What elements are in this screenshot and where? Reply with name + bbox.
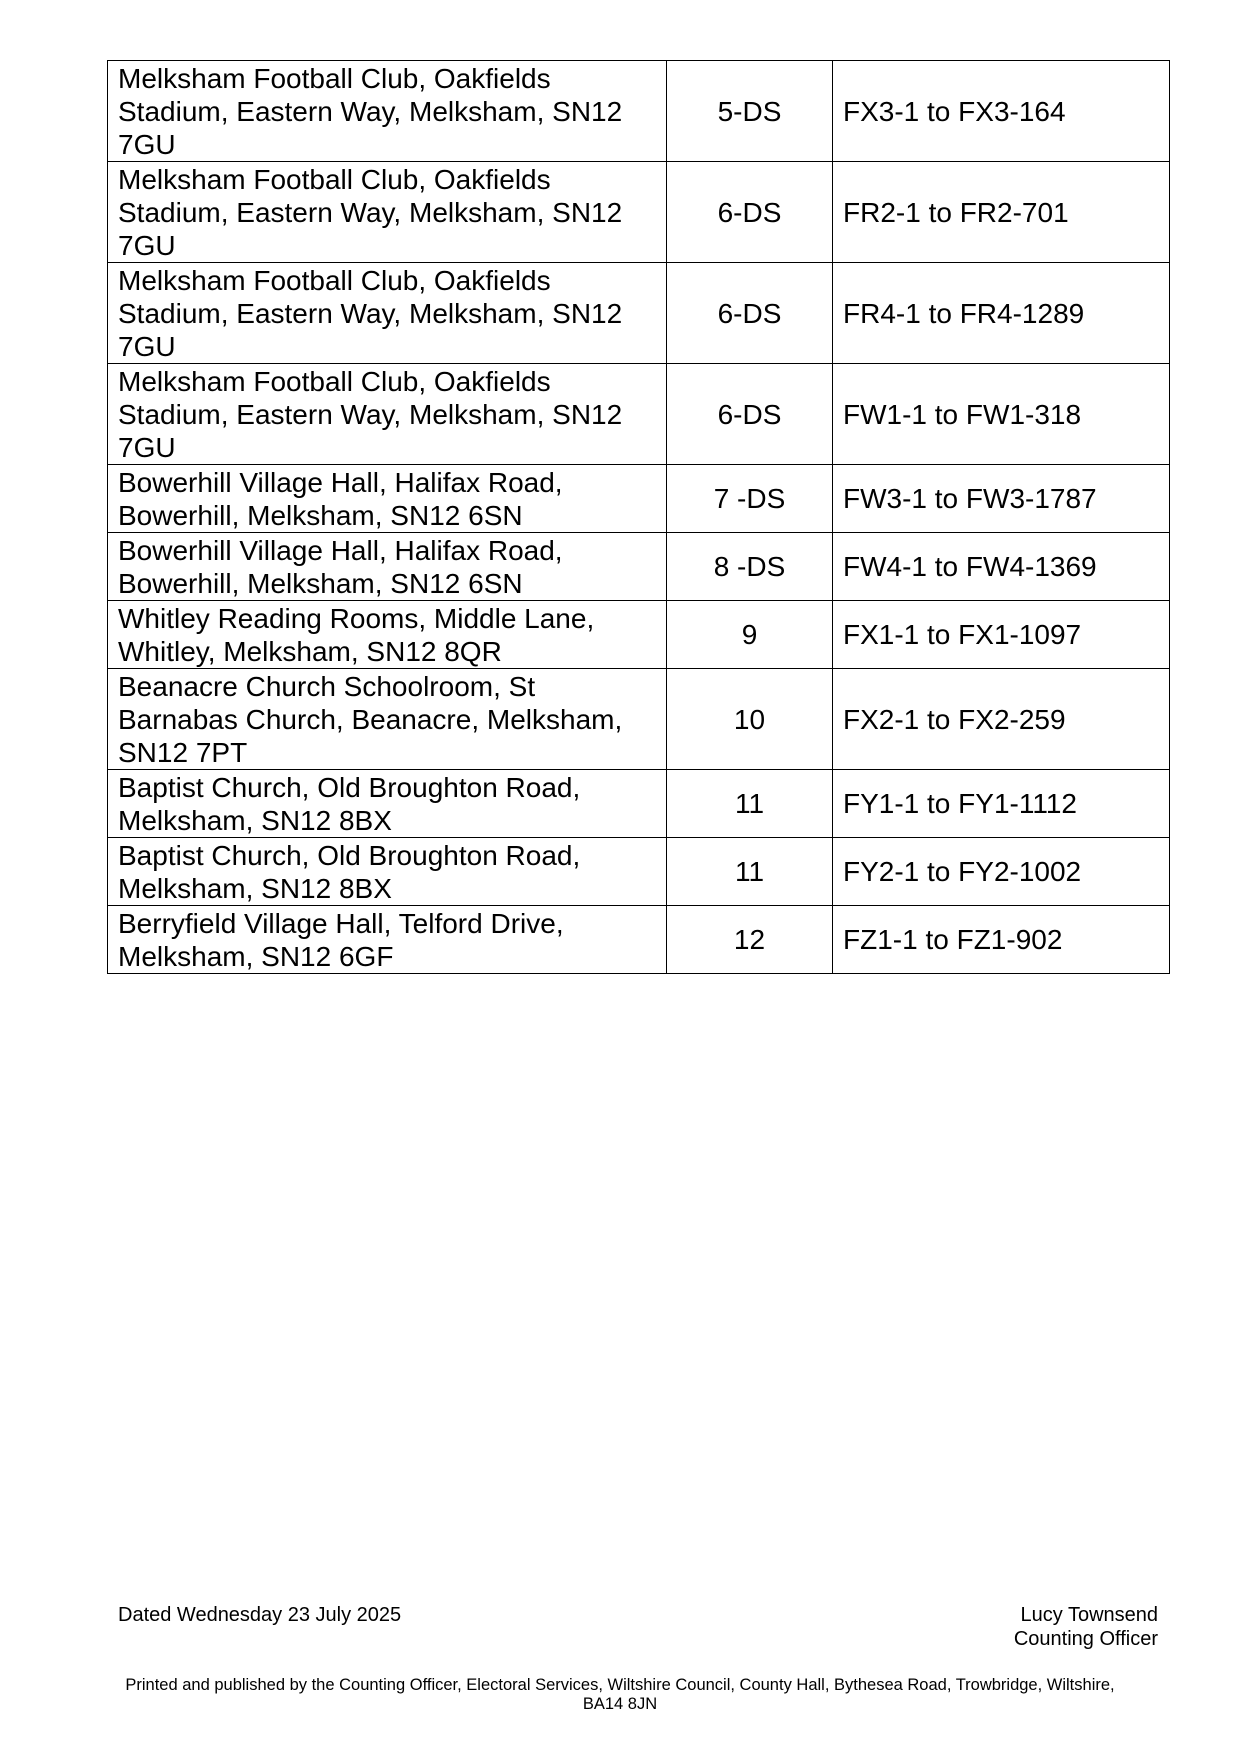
elector-range-cell: FR2-1 to FR2-701 bbox=[833, 162, 1170, 263]
station-number-cell: 6-DS bbox=[667, 162, 833, 263]
station-number-cell: 10 bbox=[667, 669, 833, 770]
station-address-cell: Beanacre Church Schoolroom, St Barnabas Church, Beanacre, Melksham, SN12 7PT bbox=[108, 669, 667, 770]
station-number-cell: 11 bbox=[667, 838, 833, 906]
table-row bbox=[108, 838, 1170, 906]
officer-name: Lucy Townsend bbox=[1020, 1604, 1158, 1626]
station-number-cell: 8 -DS bbox=[667, 533, 833, 601]
table-row bbox=[108, 364, 1170, 465]
station-number-cell: 6-DS bbox=[667, 364, 833, 465]
elector-range-cell: FY1-1 to FY1-1112 bbox=[833, 770, 1170, 838]
station-address-cell: Melksham Football Club, Oakfields Stadium, Eastern Way, Melksham, SN12 7GU bbox=[108, 263, 667, 364]
table-row bbox=[108, 906, 1170, 974]
station-number-cell: 11 bbox=[667, 770, 833, 838]
elector-range-cell: FW4-1 to FW4-1369 bbox=[833, 533, 1170, 601]
polling-stations-table bbox=[107, 60, 1170, 974]
station-number-cell: 6-DS bbox=[667, 263, 833, 364]
elector-range-cell: FR4-1 to FR4-1289 bbox=[833, 263, 1170, 364]
table-row bbox=[108, 669, 1170, 770]
table-row bbox=[108, 263, 1170, 364]
elector-range-cell: FY2-1 to FY2-1002 bbox=[833, 838, 1170, 906]
imprint-text: Printed and published by the Counting Officer, Electoral Services, Wiltshire Council, County Hall, Bythesea Road, Trowbridge, Wiltshire, BA14 8JN bbox=[125, 1676, 1115, 1713]
dated-line: Dated Wednesday 23 July 2025 bbox=[118, 1604, 402, 1626]
station-number-cell: 7 -DS bbox=[667, 465, 833, 533]
table-row bbox=[108, 533, 1170, 601]
station-number-cell: 12 bbox=[667, 906, 833, 974]
station-address-cell: Bowerhill Village Hall, Halifax Road, Bowerhill, Melksham, SN12 6SN bbox=[108, 533, 667, 601]
station-number-cell: 5-DS bbox=[667, 61, 833, 162]
station-address-cell: Baptist Church, Old Broughton Road, Melksham, SN12 8BX bbox=[108, 838, 667, 906]
table-row bbox=[108, 61, 1170, 162]
elector-range-cell: FX2-1 to FX2-259 bbox=[833, 669, 1170, 770]
elector-range-cell: FZ1-1 to FZ1-902 bbox=[833, 906, 1170, 974]
elector-range-cell: FX1-1 to FX1-1097 bbox=[833, 601, 1170, 669]
table-row bbox=[108, 601, 1170, 669]
station-address-cell: Melksham Football Club, Oakfields Stadium, Eastern Way, Melksham, SN12 7GU bbox=[108, 364, 667, 465]
station-address-cell: Baptist Church, Old Broughton Road, Melksham, SN12 8BX bbox=[108, 770, 667, 838]
table-row bbox=[108, 162, 1170, 263]
officer-signature-block bbox=[1014, 1603, 1158, 1651]
table-row bbox=[108, 770, 1170, 838]
station-address-cell: Melksham Football Club, Oakfields Stadium, Eastern Way, Melksham, SN12 7GU bbox=[108, 162, 667, 263]
elector-range-cell: FW3-1 to FW3-1787 bbox=[833, 465, 1170, 533]
station-address-cell: Berryfield Village Hall, Telford Drive, Melksham, SN12 6GF bbox=[108, 906, 667, 974]
station-number-cell: 9 bbox=[667, 601, 833, 669]
table-row bbox=[108, 465, 1170, 533]
station-address-cell: Bowerhill Village Hall, Halifax Road, Bowerhill, Melksham, SN12 6SN bbox=[108, 465, 667, 533]
elector-range-cell: FX3-1 to FX3-164 bbox=[833, 61, 1170, 162]
station-address-cell: Whitley Reading Rooms, Middle Lane, Whitley, Melksham, SN12 8QR bbox=[108, 601, 667, 669]
elector-range-cell: FW1-1 to FW1-318 bbox=[833, 364, 1170, 465]
officer-title: Counting Officer bbox=[1013, 1628, 1158, 1650]
station-address-cell: Melksham Football Club, Oakfields Stadium, Eastern Way, Melksham, SN12 7GU bbox=[108, 61, 667, 162]
